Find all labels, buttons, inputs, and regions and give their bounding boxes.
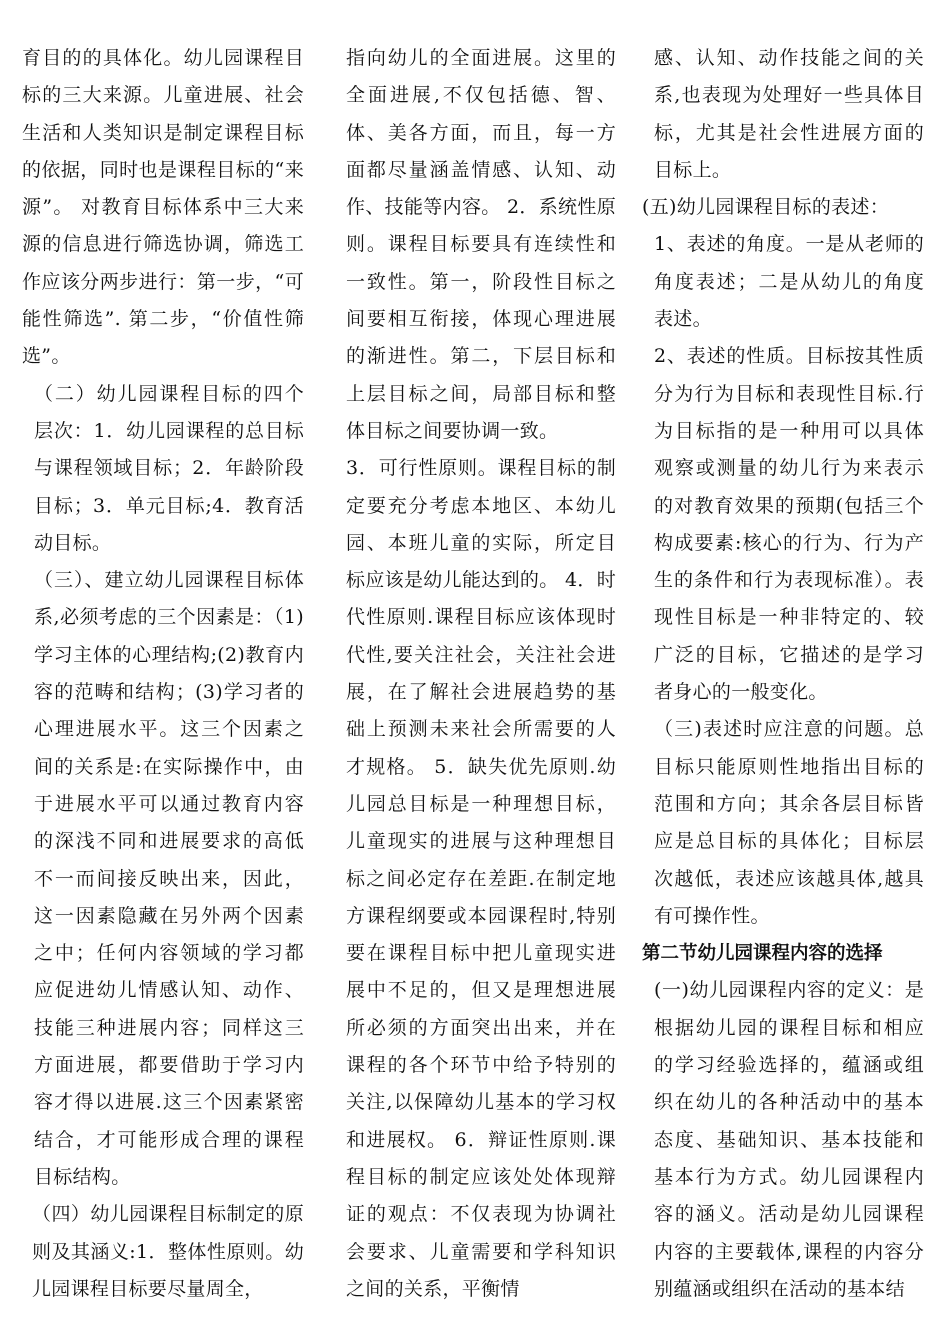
paragraph: (一)幼儿园课程内容的定义：是根据幼儿园的课程目标和相应的学习经验选择的，蕴涵或组织在幼儿的各种活动中的基本态度、基础知识、基本技能和基本行为方式。幼儿园课程内容的涵义。活动是幼儿园课程内容的主要载体,课程的内容分别蕴涵或组织在活动的基本结 [654, 979, 924, 1300]
text-column-right [642, 40, 924, 1308]
paragraph: （三)表述时应注意的问题。总目标只能原则性地指出目标的范围和方向；其余各层目标皆应是总目标的具体化；目标层次越低，表述应该越具体,越具有可操作性。 [654, 718, 924, 927]
text-column-left [22, 40, 304, 1308]
paragraph: (五)幼儿园课程目标的表述： [642, 196, 890, 219]
section-heading: 第二节幼儿园课程内容的选择 [642, 943, 883, 965]
paragraph: 1、表述的角度。一是从老师的角度表述；二是从幼儿的角度表述。 [654, 233, 924, 331]
paragraph: （三）、建立幼儿园课程目标体系,必须考虑的三个因素是：（1)学习主体的心理结构;(2)教育内容的范畴和结构；(3)学习者的心理进展水平。这三个因素之间的关系是:在实际操作中，由于进展水平可以通过教育内容的深浅不同和进展要求的高低不一而间接反映出来，因此，这一因素隐藏在另外两个因素之中；任何内容领域的学习都应促进幼儿情感认知、动作、技能三种进展内容；同样这三方面进展，都要借助于学习内容才得以进展.这三个因素紧密结合，才可能形成合理的课程目标结构。 [34, 569, 304, 1188]
paragraph: 2、表述的性质。目标按其性质分为行为目标和表现性目标.行为目标指的是一种用可以具体观察或测量的幼儿行为来表示的对教育效果的预期(包括三个构成要素:核心的行为、行为产生的条件和行为表现标准）。表现性目标是一种非特定的、较广泛的目标，它描述的是学习者身心的一般变化。 [654, 345, 924, 704]
paragraph: 3．可行性原则。课程目标的制定要充分考虑本地区、本幼儿园、本班儿童的实际，所定目标应该是幼儿能达到的。 4．时代性原则.课程目标应该体现时代性,要关注社会，关注社会进展，在了解社会进展趋势的基础上预测未来社会所需要的人才规格。 5．缺失优先原则.幼儿园总目标是一种理想目标，儿童现实的进展与这种理想目标之间必定存在差距.在制定地方课程纲要或本园课程时,特别要在课程目标中把儿童现实进展中不足的，但又是理想进展所必须的方面突出出来，并在课程的各个环节中给予特别的关注,以保障幼儿基本的学习权和进展权。 6．辩证性原则.课程目标的制定应该处处体现辩证的观点：不仅表现为协调社会要求、儿童需要和学科知识之间的关系，平衡情 [346, 457, 616, 1300]
paragraph: （二）幼儿园课程目标的四个层次：1．幼儿园课程的总目标与课程领域目标；2．年龄阶段目标；3．单元目标;4．教育活动目标。 [34, 382, 304, 554]
paragraph: （四）幼儿园课程目标制定的原则及其涵义:1．整体性原则。幼儿园课程目标要尽量周全， [32, 1203, 304, 1300]
paragraph: 育目的的具体化。幼儿园课程目标的三大来源。儿童进展、社会生活和人类知识是制定课程目标的依据，同时也是课程目标的“来源”。 对教育目标体系中三大来源的信息进行筛选协调，筛选工作应该分两步进行：第一步，“可能性筛选”. 第二步，“价值性筛选”。 [22, 47, 304, 368]
text-column-middle [334, 40, 616, 1308]
paragraph: 感、认知、动作技能之间的关系,也表现为处理好一些具体目标，尤其是社会性进展方面的目标上。 [654, 47, 924, 181]
paragraph: 指向幼儿的全面进展。这里的全面进展,不仅包括德、智、体、美各方面，而且，每一方面都尽量涵盖情感、认知、动作、技能等内容。 2．系统性原则。课程目标要具有连续性和一致性。第一，阶段性目标之间要相互衔接，体现心理进展的渐进性。第二，下层目标和上层目标之间，局部目标和整体目标之间要协调一致。 [346, 47, 616, 442]
